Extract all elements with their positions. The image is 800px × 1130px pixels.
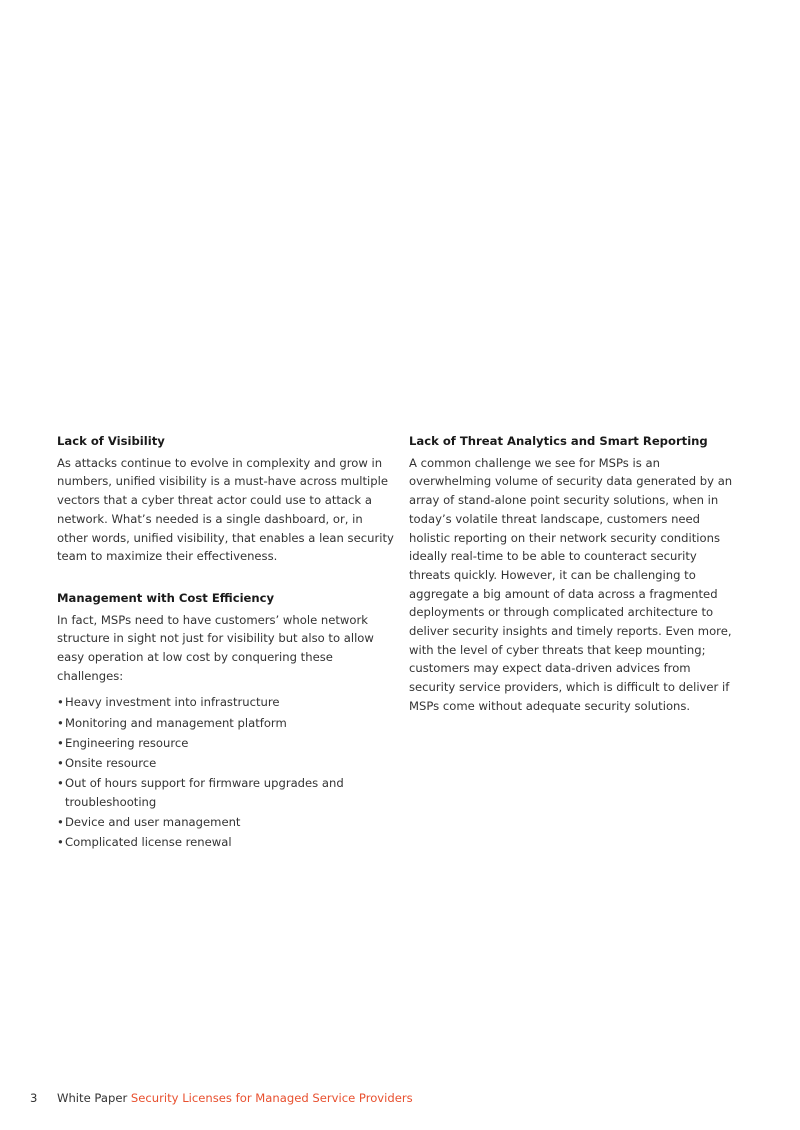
section-threat-analytics: [409, 432, 739, 716]
challenges-list: [57, 693, 395, 852]
list-item: • Heavy investment into infrastructure: [57, 693, 395, 712]
section-paragraph: As attacks continue to evolve in complexity and grow in numbers, unified visibility is a must-have across multiple vectors that a cyber threat actor could use to attack a network. What’s needed is a single dashboard, or, in other words, unified visibility, that enables a lean security team to maximize their effectiveness.: [57, 455, 394, 564]
page-number: 3: [30, 1091, 38, 1105]
section-heading: Management with Cost Efficiency: [57, 590, 275, 605]
list-item: • Complicated license renewal: [57, 833, 395, 852]
right-column: [409, 432, 739, 716]
left-column: [57, 432, 395, 854]
section-heading: Lack of Threat Analytics and Smart Reporting: [409, 434, 708, 448]
footer-doc-type: White Paper: [57, 1091, 128, 1105]
list-item: • Onsite resource: [57, 754, 395, 773]
section-paragraph: A common challenge we see for MSPs is an overwhelming volume of security data generated by an array of stand-alone point security solutions, when in today’s volatile threat landscape, customers need holistic reporting on their network security conditions ideally real-time to be able to counteract security threats quickly. However, it can be challenging to aggregate a big amount of data across a fragmented deployments or through complicated architecture to deliver security insights and timely reports. Even more, with the level of cyber threats that keep mounting; customers may expect data-driven advices from security service providers, which is difficult to deliver if MSPs come without adequate security solutions.: [409, 455, 733, 713]
footer-doc-title: Security Licenses for Managed Service Providers: [130, 1091, 413, 1105]
list-item: • Engineering resource: [57, 734, 395, 753]
list-item: • Device and user management: [57, 813, 395, 832]
page-footer: [30, 1089, 413, 1107]
list-item: • Out of hours support for firmware upgrades and troubleshooting: [57, 774, 395, 811]
section-management-cost-efficiency: [57, 589, 395, 852]
section-heading: Lack of Visibility: [57, 434, 165, 448]
list-item: • Monitoring and management platform: [57, 714, 395, 733]
section-paragraph: In fact, MSPs need to have customers’ whole network structure in sight not just for visibility but also to allow easy operation at low cost by conquering these challenges:: [57, 612, 374, 683]
section-lack-of-visibility: [57, 432, 395, 566]
